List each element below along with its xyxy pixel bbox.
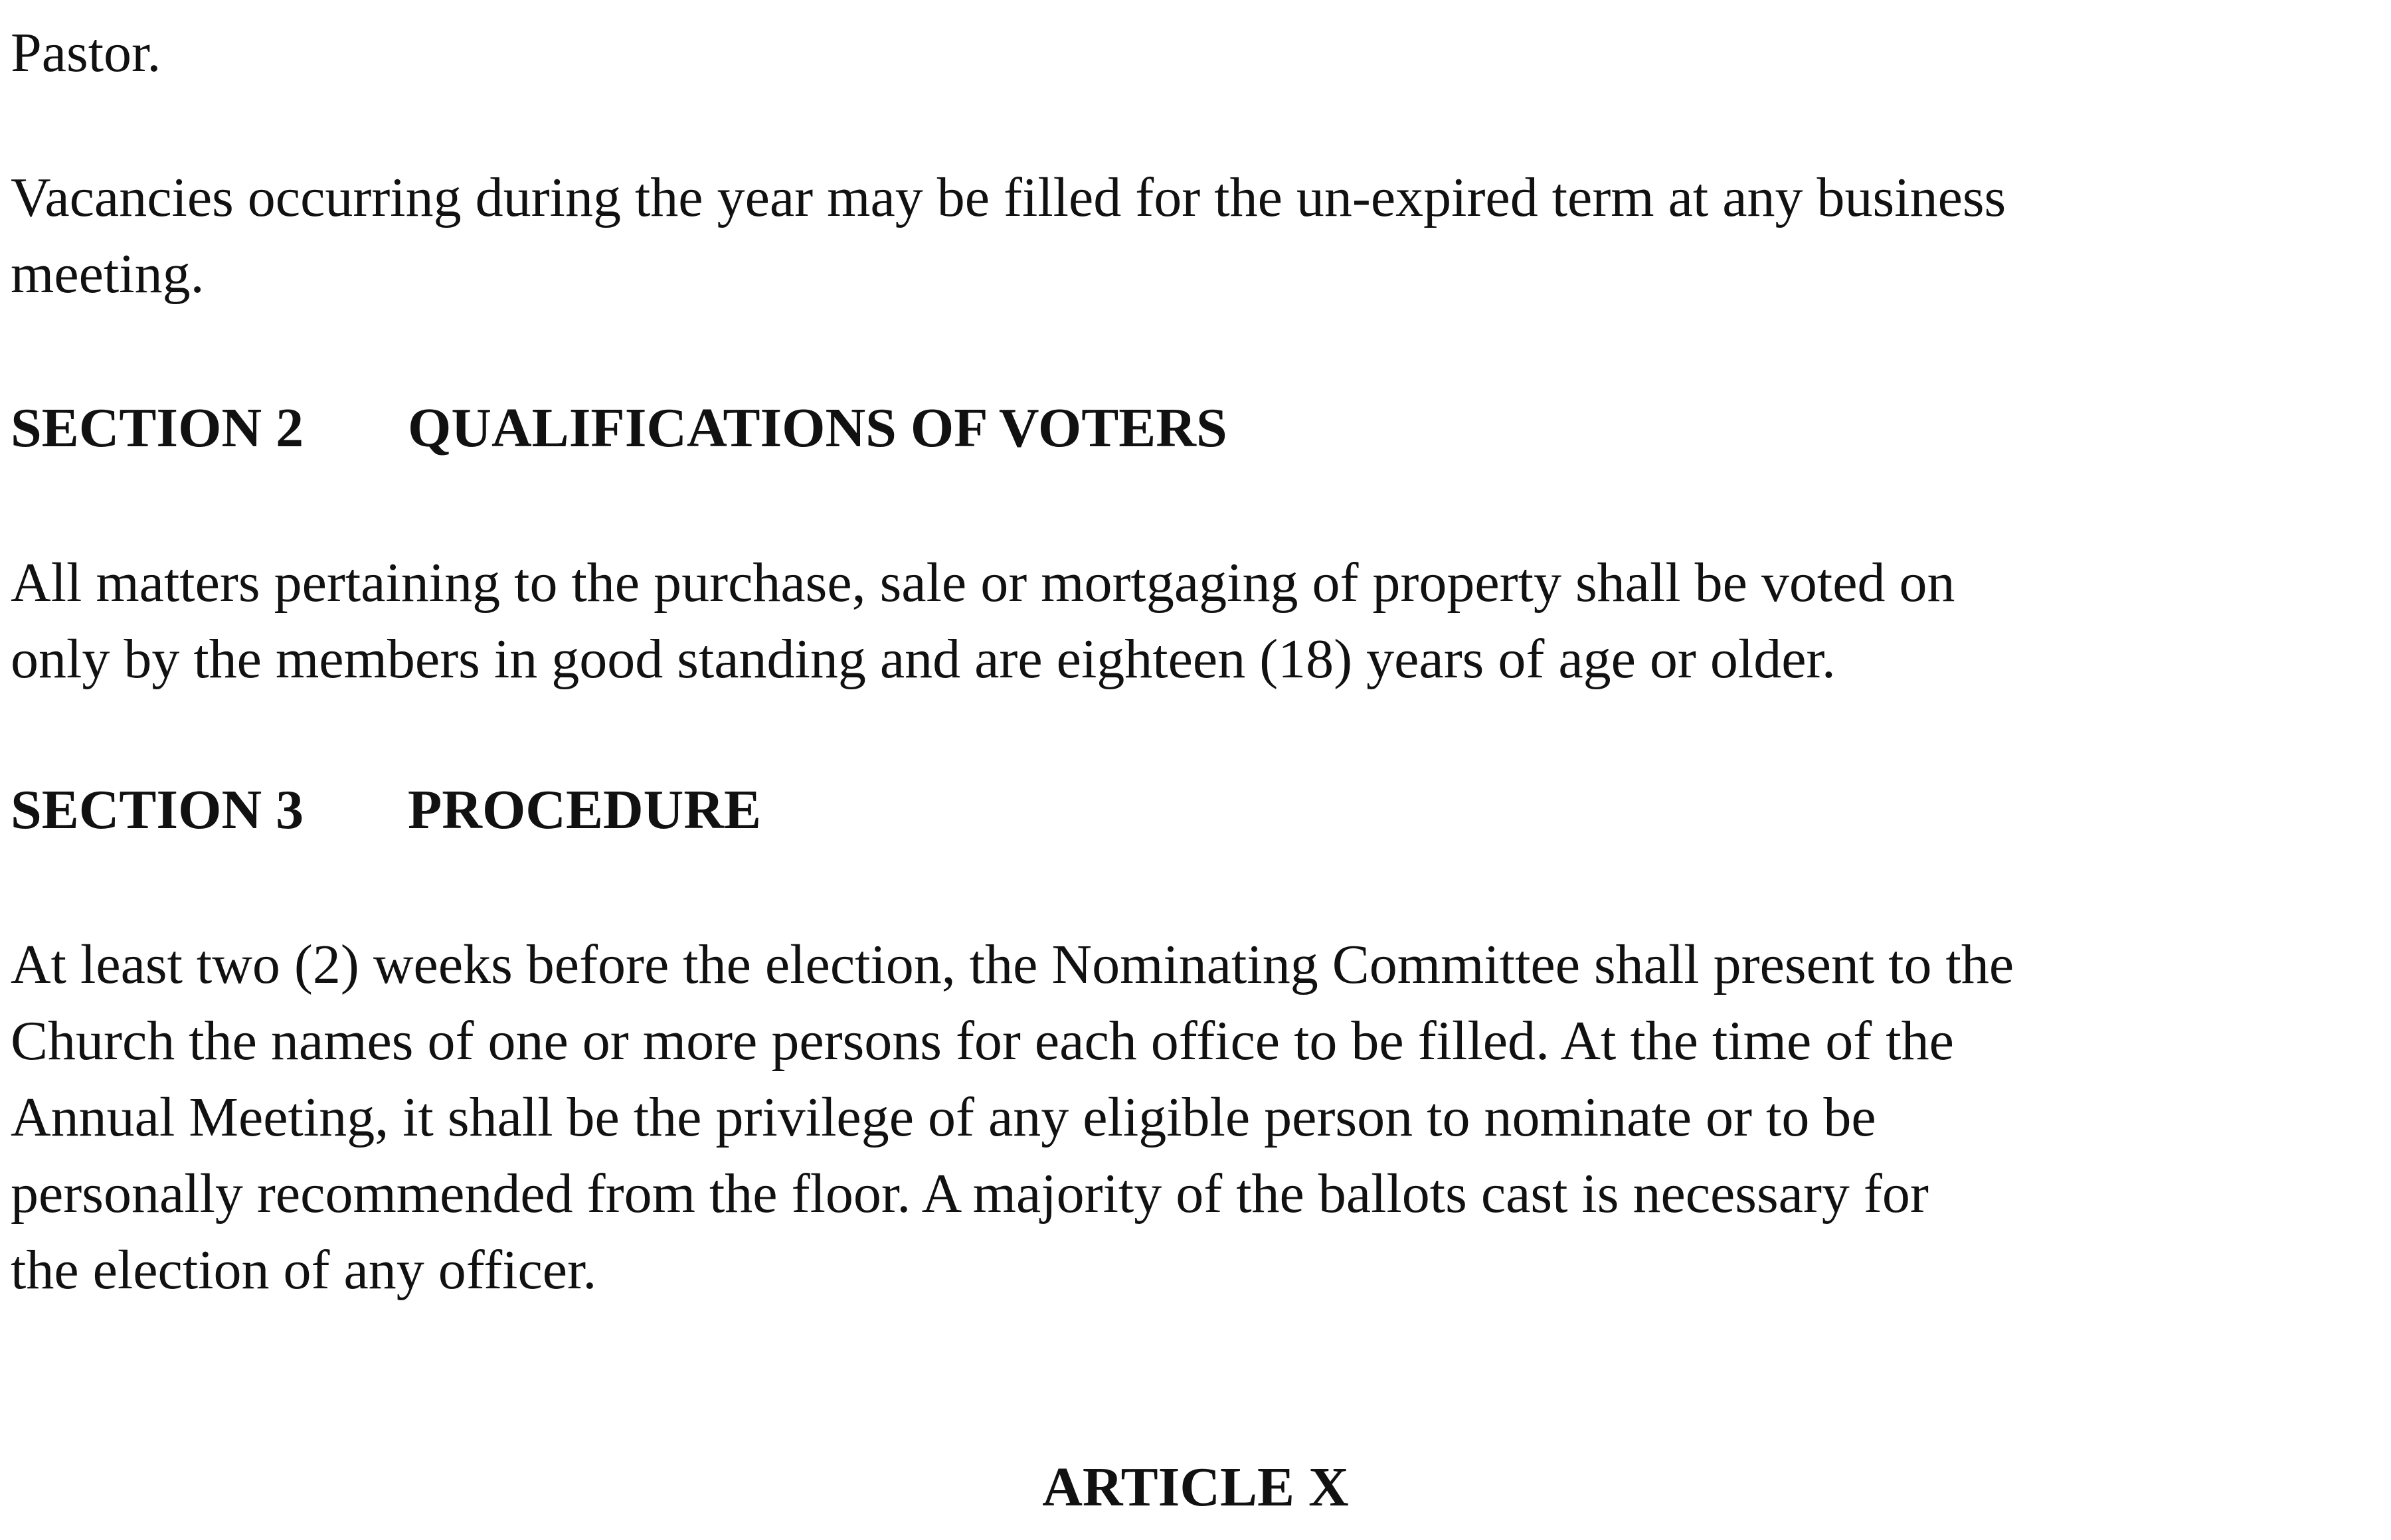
section-number: SECTION 3: [11, 779, 304, 841]
section-title: QUALIFICATIONS OF VOTERS: [408, 397, 1227, 459]
section-number: SECTION 2: [11, 397, 304, 459]
section-2-heading: [11, 395, 1227, 462]
paragraph-vacancies: [11, 159, 2382, 312]
section-title: PROCEDURE: [408, 779, 762, 841]
article-heading: ARTICLE X: [1042, 1456, 1349, 1518]
text-line: At least two (2) weeks before the election, the Nominating Committee shall present to the: [11, 934, 2014, 995]
text-line: personally recommended from the floor. A majority of the ballots cast is necessary for: [11, 1163, 1929, 1225]
text-line: only by the members in good standing and are eighteen (18) years of age or older.: [11, 628, 1836, 690]
section-3-heading: [11, 777, 761, 843]
text-line: the election of any officer.: [11, 1239, 597, 1301]
text-line: Annual Meeting, it shall be the privilege of any eligible person to nominate or to be: [11, 1086, 1876, 1148]
paragraph-pastor: [11, 15, 2382, 91]
text-line: Vacancies occurring during the year may be filled for the un-expired term at any business: [11, 167, 2006, 228]
text-line: Pastor.: [11, 22, 161, 84]
text-line: meeting.: [11, 243, 205, 305]
paragraph-procedure: [11, 926, 2382, 1308]
paragraph-voters: [11, 545, 2382, 697]
text-line: Church the names of one or more persons for each office to be filled. At the time of the: [11, 1010, 1954, 1072]
text-line: All matters pertaining to the purchase, sale or mortgaging of property shall be voted on: [11, 552, 1955, 614]
